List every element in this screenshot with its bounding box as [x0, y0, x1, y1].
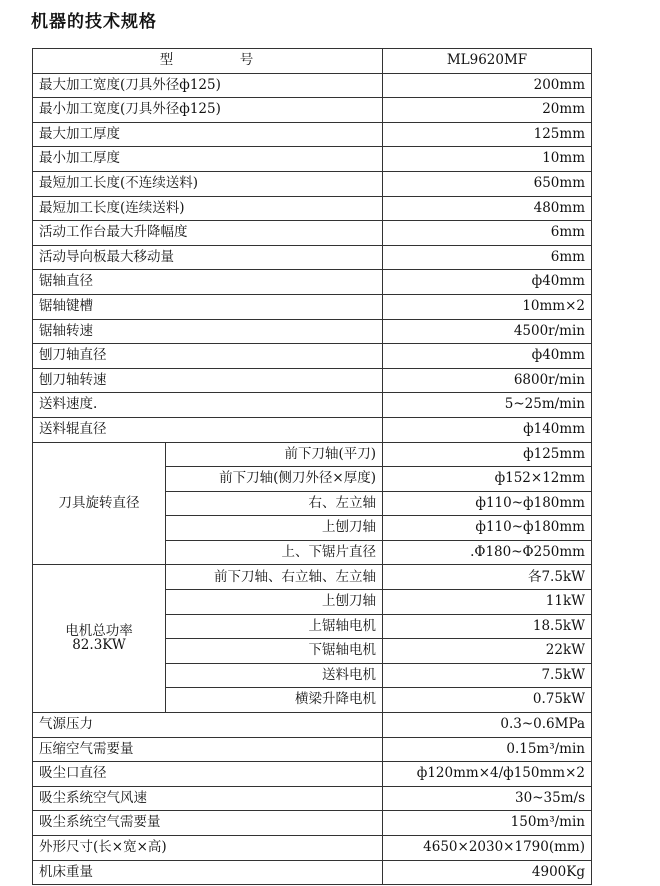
spec-value: 480mm [383, 196, 592, 221]
spec-row [33, 147, 592, 172]
spec-value: 4900Kg [383, 860, 592, 885]
spec-sub-label: 横梁升降电机 [166, 688, 383, 713]
spec-row [33, 98, 592, 123]
spec-value: 10mm [383, 147, 592, 172]
spec-sub-label: 下锯轴电机 [166, 639, 383, 664]
spec-sub-label: 前下刀轴(侧刀外径×厚度) [166, 467, 383, 492]
model-header-label-left: 型 [159, 52, 176, 69]
motor-power-total: 82.3KW [72, 636, 126, 653]
spec-table-body [33, 49, 592, 885]
spec-value: 6800r/min [383, 368, 592, 393]
spec-row [33, 319, 592, 344]
spec-value: 5~25m/min [383, 393, 592, 418]
spec-label: 活动导向板最大移动量 [33, 245, 383, 270]
spec-value: ф125mm [383, 442, 592, 467]
header-row [33, 49, 592, 74]
spec-sub-label: 上、下锯片直径 [166, 540, 383, 565]
spec-row [33, 860, 592, 885]
spec-label: 最小加工宽度(刀具外径ф125) [33, 98, 383, 123]
spec-label: 送料辊直径 [33, 417, 383, 442]
spec-label: 刨刀轴转速 [33, 368, 383, 393]
spec-row [33, 344, 592, 369]
spec-row [33, 245, 592, 270]
spec-row [33, 171, 592, 196]
spec-row [33, 713, 592, 738]
spec-value: 0.75kW [383, 688, 592, 713]
spec-value: ф40mm [383, 344, 592, 369]
spec-label: 最大加工宽度(刀具外径ф125) [33, 73, 383, 98]
spec-row [33, 73, 592, 98]
spec-value: 200mm [383, 73, 592, 98]
spec-value: 7.5kW [383, 663, 592, 688]
spec-row [33, 122, 592, 147]
spec-value: 650mm [383, 171, 592, 196]
spec-label: 锯轴转速 [33, 319, 383, 344]
spec-label: 机床重量 [33, 860, 383, 885]
group-cutter-label: 刀具旋转直径 [33, 442, 166, 565]
spec-row [33, 565, 592, 590]
model-header-cell [33, 49, 383, 74]
spec-value: .Φ180~Φ250mm [383, 540, 592, 565]
model-value: ML9620MF [383, 49, 592, 74]
spec-label: 吸尘口直径 [33, 762, 383, 787]
spec-row [33, 811, 592, 836]
spec-sub-label: 送料电机 [166, 663, 383, 688]
spec-value: ф40mm [383, 270, 592, 295]
spec-value: ф152×12mm [383, 467, 592, 492]
spec-value: ф140mm [383, 417, 592, 442]
group-motor-label [33, 565, 166, 713]
spec-label: 最短加工长度(不连续送料) [33, 171, 383, 196]
spec-row [33, 737, 592, 762]
spec-sub-label: 上刨刀轴 [166, 516, 383, 541]
spec-value: 18.5kW [383, 614, 592, 639]
spec-value: 4650×2030×1790(mm) [383, 836, 592, 861]
spec-label: 外形尺寸(长×宽×高) [33, 836, 383, 861]
page-title: 机器的技术规格 [31, 12, 157, 32]
spec-row [33, 196, 592, 221]
spec-value: 10mm×2 [383, 294, 592, 319]
spec-row [33, 294, 592, 319]
spec-value: 150m³/min [383, 811, 592, 836]
spec-label: 气源压力 [33, 713, 383, 738]
spec-value: 11kW [383, 590, 592, 615]
spec-sub-label: 上锯轴电机 [166, 614, 383, 639]
spec-value: 0.3~0.6MPa [383, 713, 592, 738]
spec-value: 各7.5kW [383, 565, 592, 590]
spec-label: 压缩空气需要量 [33, 737, 383, 762]
spec-label: 送料速度. [33, 393, 383, 418]
spec-row [33, 762, 592, 787]
spec-value: 30~35m/s [383, 786, 592, 811]
spec-label: 刨刀轴直径 [33, 344, 383, 369]
spec-sub-label: 前下刀轴、右立轴、左立轴 [166, 565, 383, 590]
spec-label: 最小加工厚度 [33, 147, 383, 172]
spec-value: 6mm [383, 221, 592, 246]
spec-label: 最大加工厚度 [33, 122, 383, 147]
spec-value: ф120mm×4/ф150mm×2 [383, 762, 592, 787]
spec-value: 0.15m³/min [383, 737, 592, 762]
spec-value: 22kW [383, 639, 592, 664]
spec-sub-label: 上刨刀轴 [166, 590, 383, 615]
spec-value: ф110~ф180mm [383, 516, 592, 541]
spec-row [33, 221, 592, 246]
spec-sub-label: 前下刀轴(平刀) [166, 442, 383, 467]
spec-row [33, 393, 592, 418]
spec-value: 20mm [383, 98, 592, 123]
spec-row [33, 442, 592, 467]
spec-label: 活动工作台最大升降幅度 [33, 221, 383, 246]
spec-label: 吸尘系统空气需要量 [33, 811, 383, 836]
spec-value: ф110~ф180mm [383, 491, 592, 516]
spec-sub-label: 右、左立轴 [166, 491, 383, 516]
model-header-label-right: 号 [239, 52, 256, 69]
spec-row [33, 417, 592, 442]
spec-value: 6mm [383, 245, 592, 270]
motor-power-title: 电机总功率 [65, 623, 133, 640]
spec-label: 锯轴键槽 [33, 294, 383, 319]
spec-value: 4500r/min [383, 319, 592, 344]
spec-row [33, 836, 592, 861]
spec-row [33, 368, 592, 393]
spec-table [32, 48, 592, 885]
spec-label: 吸尘系统空气风速 [33, 786, 383, 811]
spec-row [33, 786, 592, 811]
spec-label: 最短加工长度(连续送料) [33, 196, 383, 221]
spec-value: 125mm [383, 122, 592, 147]
spec-label: 锯轴直径 [33, 270, 383, 295]
spec-row [33, 270, 592, 295]
